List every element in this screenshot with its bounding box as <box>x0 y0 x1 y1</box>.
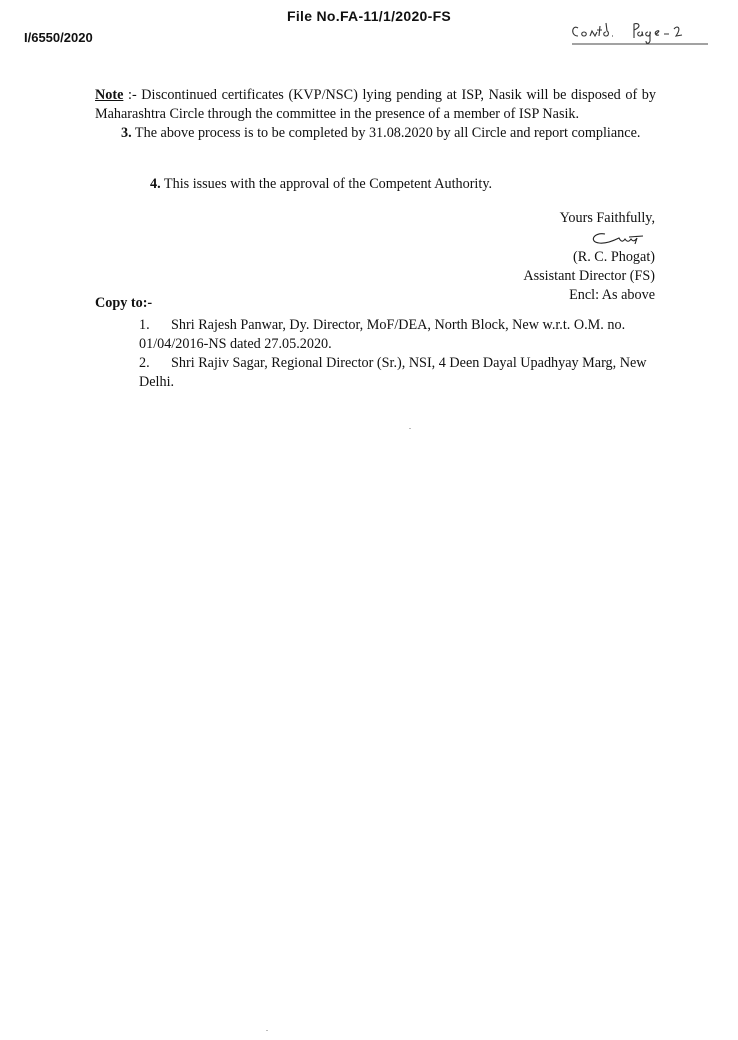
signatory-designation: Assistant Director (FS) <box>523 268 655 284</box>
paragraph-4-text: This issues with the approval of the Competent Authority. <box>160 176 493 192</box>
signature-block <box>523 209 655 305</box>
copy-to-item <box>139 316 657 354</box>
paragraph-3 <box>95 124 656 143</box>
file-number: File No.FA-11/1/2020-FS <box>287 8 452 24</box>
closing: Yours Faithfully, <box>559 210 655 226</box>
note-label: Note <box>95 87 124 103</box>
copy-to-item-number: 2. <box>139 355 150 371</box>
scan-speck <box>266 1030 268 1031</box>
paragraph-3-number: 3. <box>121 125 132 141</box>
reference-number: I/6550/2020 <box>24 30 93 45</box>
copy-to-heading: Copy to:- <box>95 295 153 311</box>
copy-to-item <box>139 354 657 392</box>
handwritten-note <box>568 14 718 50</box>
note-paragraph <box>95 86 656 124</box>
note-text: :- Discontinued certificates (KVP/NSC) lying pending at ISP, Nasik will be disposed of by Maharashtra Circle through the committee in the presence of a member of ISP Nasik. <box>95 87 656 122</box>
copy-to-item-text: Shri Rajesh Panwar, Dy. Director, MoF/DEA, North Block, New w.r.t. O.M. no. 01/04/2016-NS dated 27.05.2020. <box>139 317 626 352</box>
copy-to-item-text: Shri Rajiv Sagar, Regional Director (Sr.), NSI, 4 Deen Dayal Upadhyay Marg, New Delhi. <box>139 355 647 390</box>
paragraph-4-number: 4. <box>150 176 161 192</box>
enclosure-note: Encl: As above <box>569 287 655 303</box>
copy-to-item-number: 1. <box>139 317 150 333</box>
signatory-name: (R. C. Phogat) <box>573 249 655 265</box>
paragraph-3-text: The above process is to be completed by 31.08.2020 by all Circle and report compliance. <box>131 125 641 141</box>
paragraph-4 <box>150 175 570 194</box>
signature-scribble <box>585 228 655 248</box>
scan-speck <box>409 428 411 429</box>
